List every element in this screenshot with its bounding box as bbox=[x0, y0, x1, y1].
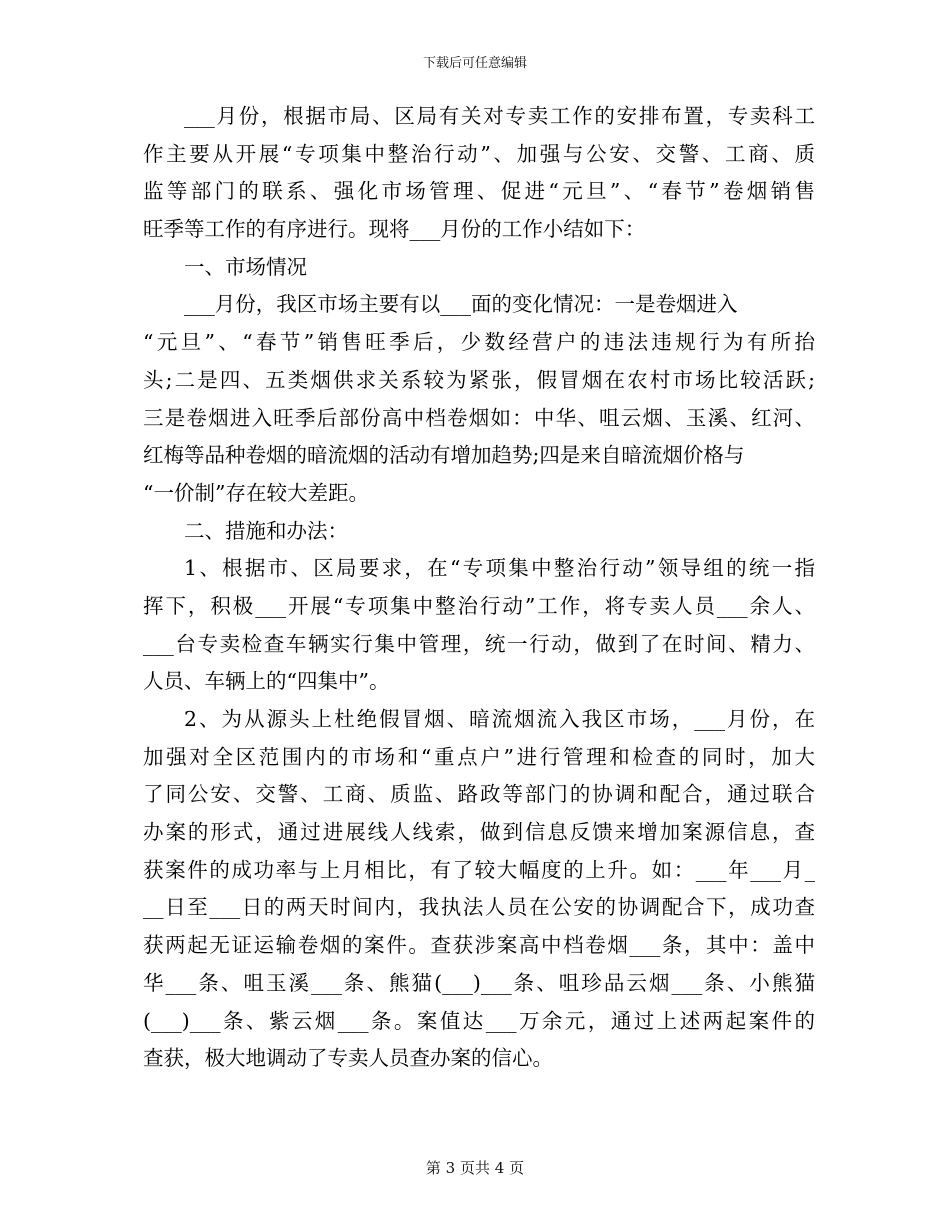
text-line: 三是卷烟进入旺季后部份高中档卷烟如：中华、咀云烟、玉溪、红河、 bbox=[143, 405, 815, 430]
text-line: 红梅等品种卷烟的暗流烟的活动有增加趋势;四是来自暗流烟价格与 bbox=[143, 443, 745, 468]
text-line: (___)___条、紫云烟___条。案值达___万余元，通过上述两起案件的 bbox=[143, 1008, 815, 1033]
text-line: 查获，极大地调动了专卖人员查办案的信心。 bbox=[143, 1046, 553, 1071]
text-line: ___月份，根据市局、区局有关对专卖工作的安排布置，专卖科工 bbox=[184, 104, 815, 128]
text-line: 一、市场情况 bbox=[184, 254, 307, 279]
text-line: “元旦”、“春节”销售旺季后，少数经营户的违法违规行为有所抬 bbox=[143, 330, 815, 355]
text-line: ___月份，我区市场主要有以___面的变化情况：一是卷烟进入 bbox=[184, 292, 738, 317]
page-footer: 第 3 页共 4 页 bbox=[425, 1159, 525, 1177]
text-line: 二、措施和办法： bbox=[184, 518, 348, 543]
text-line: 获两起无证运输卷烟的案件。查获涉案高中档卷烟___条，其中：盖中 bbox=[143, 933, 815, 958]
text-line: 作主要从开展“专项集中整治行动”、加强与公安、交警、工商、质 bbox=[143, 141, 815, 166]
text-line: 办案的形式，通过进展线人线索，做到信息反馈来增加案源信息，查 bbox=[143, 820, 815, 845]
text-line: 监等部门的联系、强化市场管理、促进“元旦”、“春节”卷烟销售 bbox=[143, 179, 815, 204]
text-line: 了同公安、交警、工商、质监、路政等部门的协调和配合，通过联合 bbox=[143, 782, 815, 807]
text-line: 获案件的成功率与上月相比，有了较大幅度的上升。如：___年___月_ bbox=[143, 857, 815, 882]
text-line: ___台专卖检查车辆实行集中管理，统一行动，做到了在时间、精力、 bbox=[143, 631, 815, 656]
text-line: 2、为从源头上杜绝假冒烟、暗流烟流入我区市场，___月份，在 bbox=[184, 707, 815, 731]
text-line: __日至___日的两天时间内，我执法人员在公安的协调配合下，成功查 bbox=[143, 895, 815, 920]
page-header: 下载后可任意编辑 bbox=[422, 56, 527, 71]
text-line: 华___条、咀玉溪___条、熊猫(___)___条、咀珍品云烟___条、小熊猫 bbox=[143, 970, 815, 995]
text-line: 加强对全区范围内的市场和“重点户”进行管理和检查的同时，加大 bbox=[143, 744, 815, 769]
text-line: 1、根据市、区局要求，在“专项集中整治行动”领导组的统一指 bbox=[184, 556, 815, 581]
text-line: 头;二是四、五类烟供求关系较为紧张，假冒烟在农村市场比较活跃; bbox=[143, 367, 815, 392]
text-line: 旺季等工作的有序进行。现将___月份的工作小结如下： bbox=[143, 217, 646, 242]
text-line: 人员、车辆上的“四集中”。 bbox=[143, 669, 390, 694]
text-line: “一价制”存在较大差距。 bbox=[143, 480, 369, 505]
text-line: 挥下，积极___开展“专项集中整治行动”工作，将专卖人员___余人、 bbox=[143, 593, 815, 618]
body-text bbox=[143, 98, 815, 1078]
